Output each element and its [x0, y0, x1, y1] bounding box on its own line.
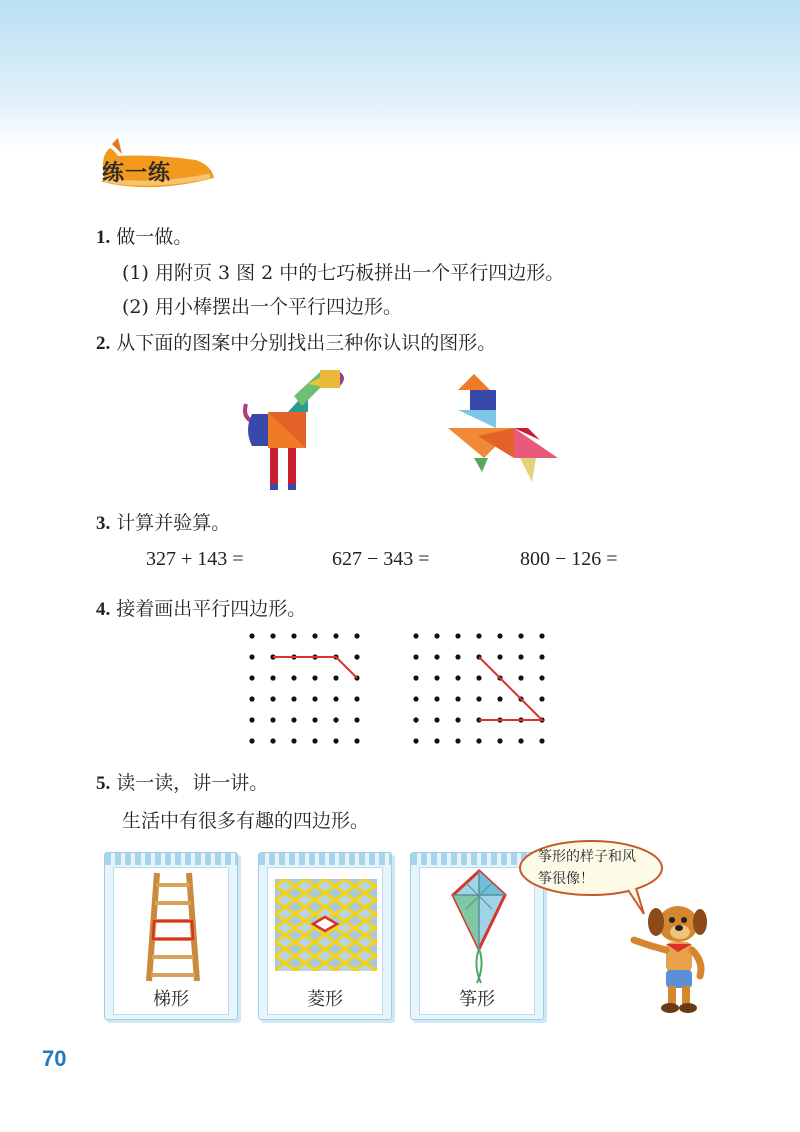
question-number: 5. [96, 773, 111, 794]
grid-dot [539, 675, 544, 680]
header-band [0, 0, 800, 150]
grid-dot [497, 654, 502, 659]
card-rhombus [258, 852, 392, 1020]
grid-dot [413, 633, 418, 638]
grid-dot [476, 675, 481, 680]
grid-dot [413, 696, 418, 701]
grid-dot [291, 675, 296, 680]
dot-grid-right [406, 628, 558, 750]
grid-dot [455, 633, 460, 638]
kite-image [447, 869, 511, 985]
tangram-horse-figure [238, 366, 348, 492]
question-text: 接着画出平行四边形。 [116, 598, 307, 620]
ladder-image [143, 871, 203, 983]
card-label: 菱形 [307, 989, 343, 1010]
grid-dot [333, 633, 338, 638]
grid-dot [312, 717, 317, 722]
equation-3: 800 − 126 = [520, 548, 618, 570]
grid-dot [539, 633, 544, 638]
page-number: 70 [42, 1046, 67, 1071]
card-label: 筝形 [459, 989, 495, 1010]
grid-dot [270, 738, 275, 743]
speech-line-2: 筝很像！ [538, 871, 594, 887]
question-text: 从下面的图案中分别找出三种你认识的图形。 [116, 332, 497, 354]
grid-dot [249, 717, 254, 722]
question-1-sub-2: (2) 用小棒摆出一个平行四边形。 [122, 296, 402, 318]
grid-dot [476, 633, 481, 638]
grid-dot [518, 675, 523, 680]
grid-dot [354, 696, 359, 701]
grid-dot [333, 696, 338, 701]
grid-dot [518, 633, 523, 638]
grid-dot [270, 696, 275, 701]
grid-dot [455, 717, 460, 722]
grid-dot [249, 738, 254, 743]
grid-dot [312, 738, 317, 743]
grid-dot [434, 633, 439, 638]
question-text: 做一做。 [116, 226, 193, 248]
grid-dot [434, 738, 439, 743]
rhombus-fence-image [275, 879, 377, 971]
grid-dot [539, 654, 544, 659]
question-1 [96, 222, 192, 249]
grid-dot [518, 654, 523, 659]
grid-dot [333, 675, 338, 680]
grid-dot [333, 717, 338, 722]
speech-line-1: 筝形的样子和风 [538, 849, 636, 865]
drawn-segment [479, 657, 542, 720]
tangram-bird-figure [444, 372, 560, 484]
question-number: 3. [96, 513, 111, 534]
grid-dot [270, 633, 275, 638]
card-trapezoid [104, 852, 238, 1020]
question-text: 计算并验算。 [116, 512, 231, 534]
question-number: 4. [96, 599, 111, 620]
question-2 [96, 328, 496, 355]
grid-dot [539, 738, 544, 743]
question-text: 读一读，讲一讲。 [116, 772, 269, 794]
grid-dot [270, 675, 275, 680]
grid-dot [455, 675, 460, 680]
grid-dot [291, 717, 296, 722]
grid-dot [354, 633, 359, 638]
grid-dot [476, 738, 481, 743]
equation-2: 627 − 343 = [332, 548, 430, 570]
grid-dot [291, 696, 296, 701]
question-5 [96, 768, 268, 795]
dot-grid-left [244, 628, 374, 750]
grid-dot [497, 696, 502, 701]
grid-dot [434, 675, 439, 680]
question-number: 1. [96, 227, 111, 248]
grid-dot [291, 633, 296, 638]
grid-dot [354, 738, 359, 743]
grid-dot [476, 696, 481, 701]
card-label: 梯形 [153, 989, 189, 1010]
question-3 [96, 508, 230, 535]
grid-dot [434, 654, 439, 659]
grid-dot [249, 675, 254, 680]
grid-dot [455, 654, 460, 659]
grid-dot [434, 717, 439, 722]
grid-dot [455, 738, 460, 743]
grid-dot [413, 738, 418, 743]
grid-dot [497, 633, 502, 638]
grid-dot [413, 717, 418, 722]
grid-dot [270, 717, 275, 722]
equation-1: 327 + 143 = [146, 548, 244, 570]
grid-dot [312, 696, 317, 701]
speech-bubble-text [538, 846, 654, 890]
grid-dot [434, 696, 439, 701]
grid-dot [497, 738, 502, 743]
grid-dot [413, 654, 418, 659]
question-4 [96, 594, 306, 621]
grid-dot [354, 654, 359, 659]
grid-dot [249, 633, 254, 638]
drawn-segment [273, 657, 357, 678]
question-1-sub-1: (1) 用附页 3 图 2 中的七巧板拼出一个平行四边形。 [122, 262, 565, 284]
grid-dot [333, 738, 338, 743]
grid-dot [413, 675, 418, 680]
dog-mascot-figure [628, 900, 712, 1014]
grid-dot [312, 675, 317, 680]
grid-dot [455, 696, 460, 701]
grid-dot [291, 738, 296, 743]
grid-dot [312, 633, 317, 638]
grid-dot [518, 738, 523, 743]
grid-dot [249, 654, 254, 659]
grid-dot [249, 696, 254, 701]
grid-dot [539, 696, 544, 701]
question-number: 2. [96, 333, 111, 354]
section-title: 练一练 [102, 161, 172, 186]
grid-dot [354, 717, 359, 722]
question-5-sub: 生活中有很多有趣的四边形。 [122, 810, 370, 832]
